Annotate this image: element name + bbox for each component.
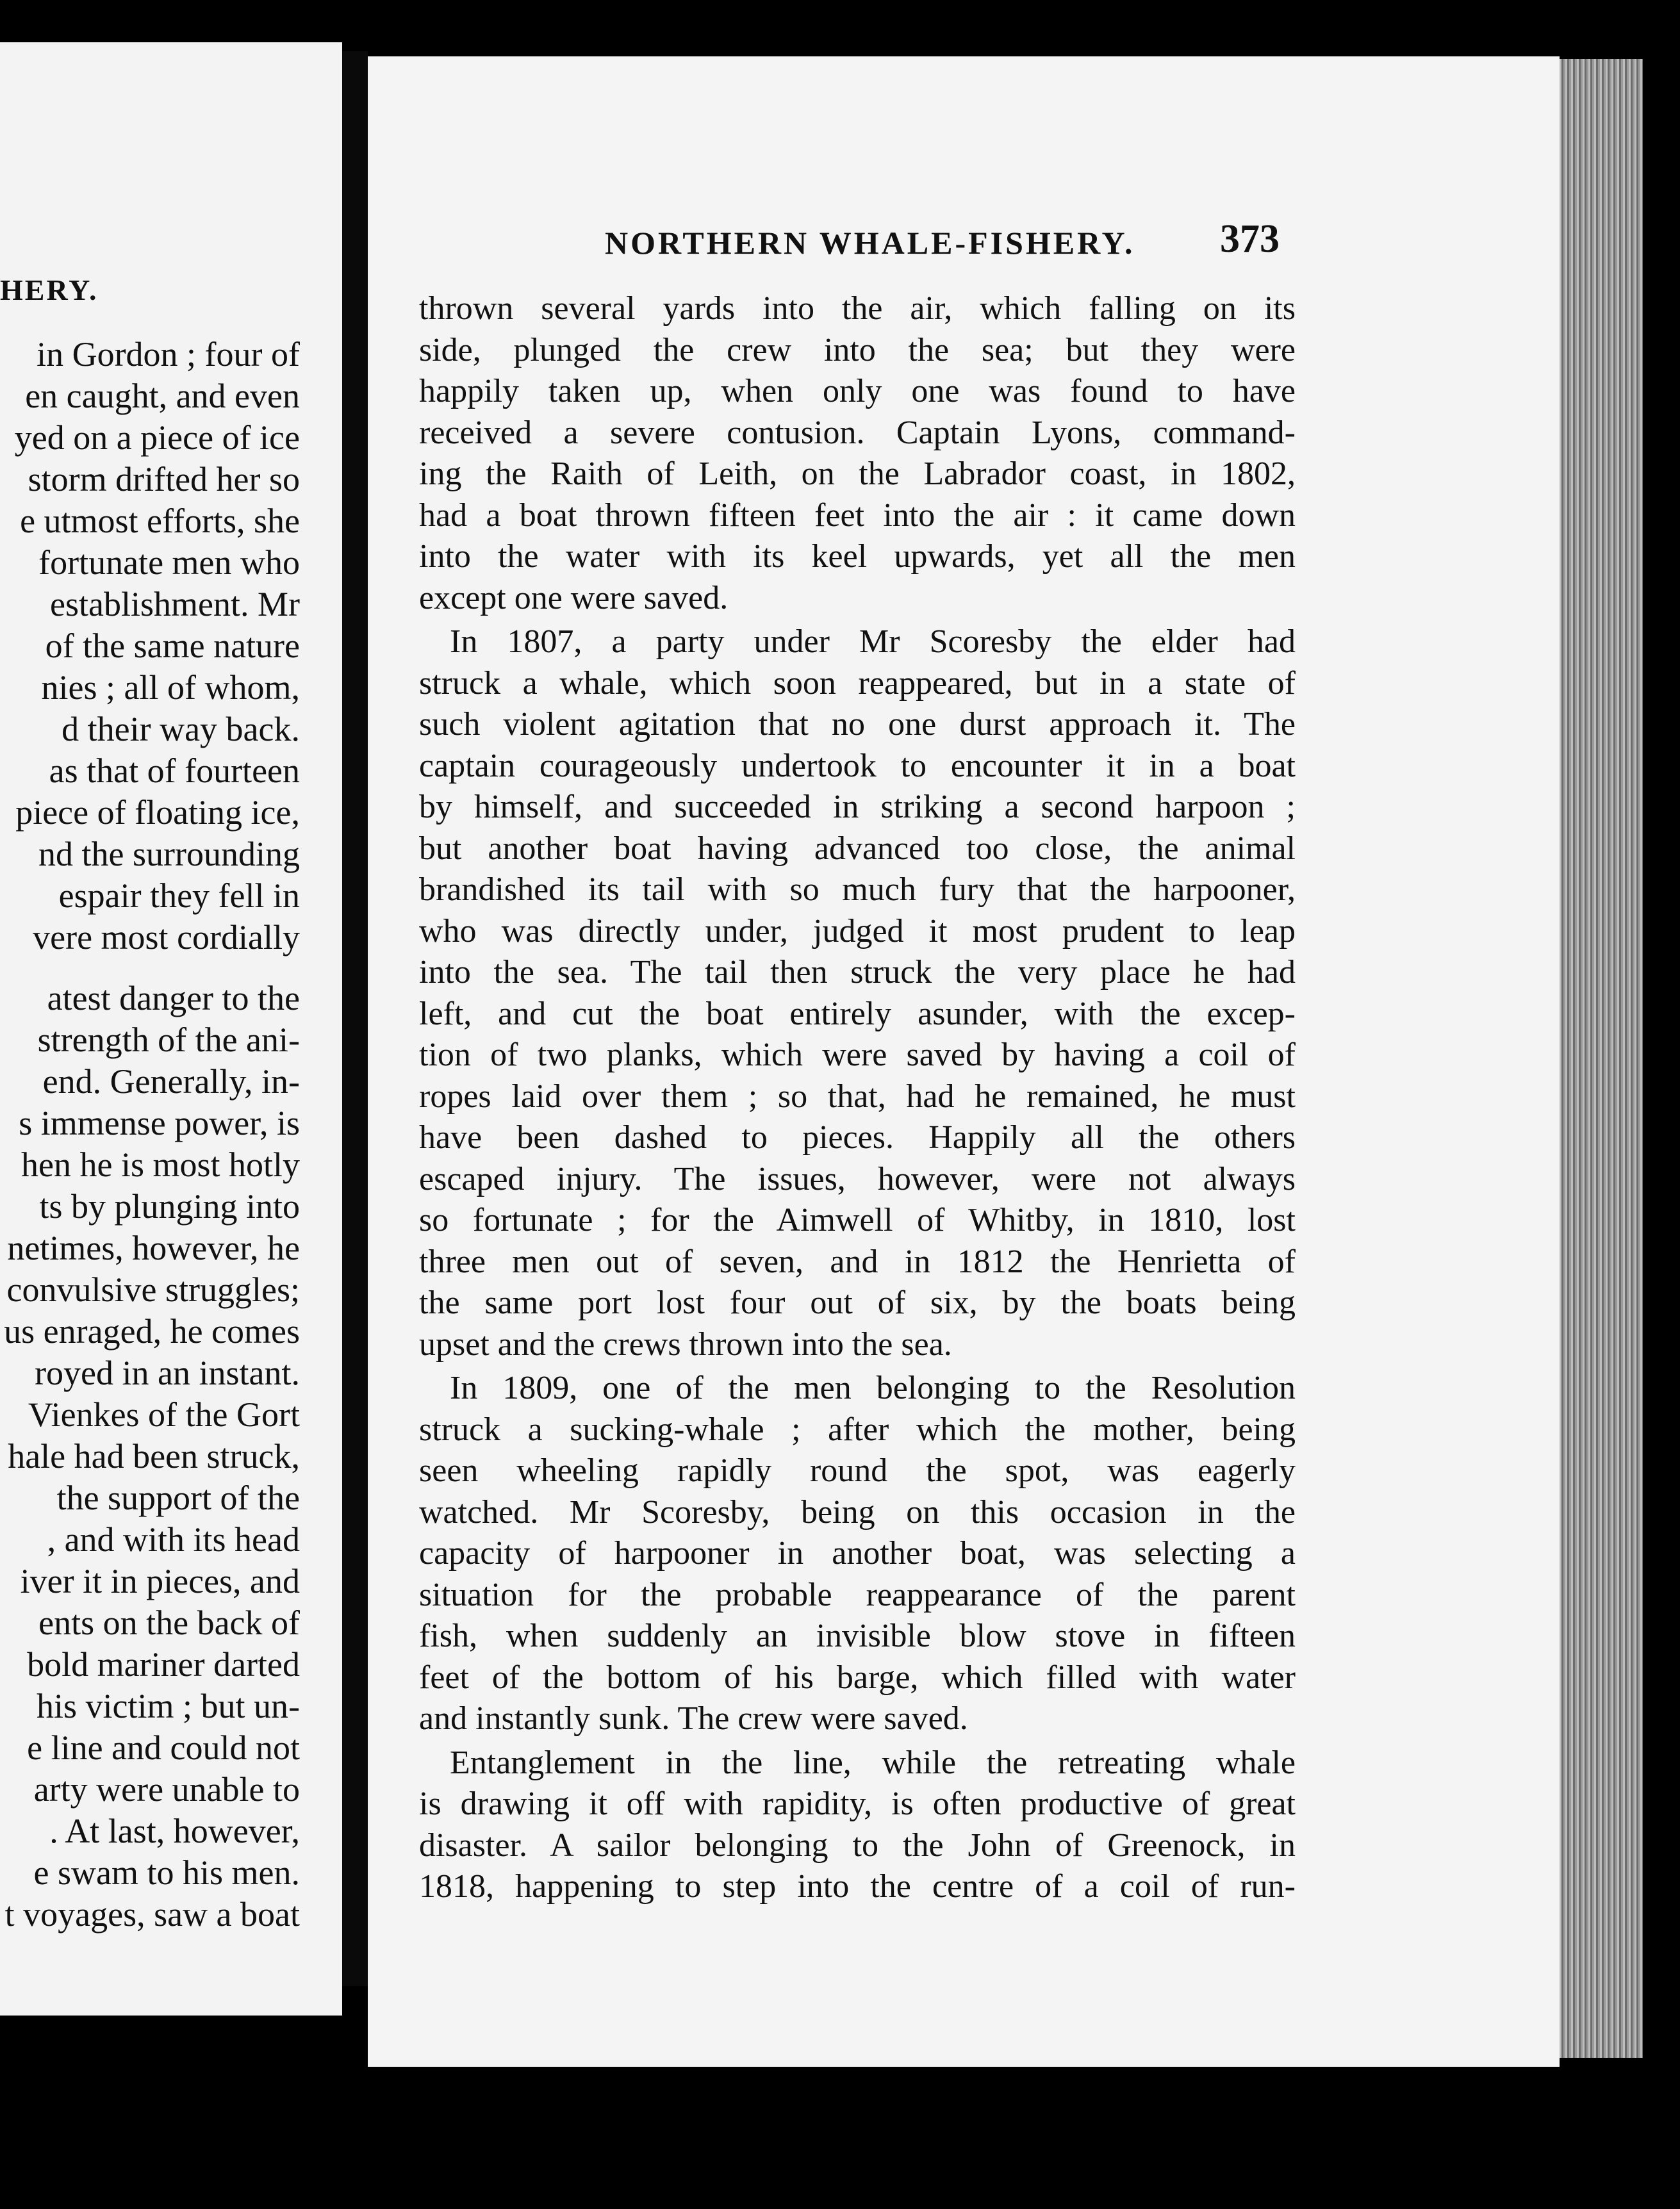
text-line: upset and the crews thrown into the sea. [419, 1326, 952, 1363]
left-running-head: HERY. [0, 274, 99, 306]
left-text-line: s immense power, is [19, 1104, 300, 1142]
left-text-line: end. Generally, in- [42, 1062, 300, 1101]
left-text-line: ents on the back of [38, 1604, 300, 1642]
text-line: three men out of seven, and in 1812 the Henrietta of [419, 1243, 1296, 1280]
left-page-text [0, 334, 300, 1935]
left-text-line: ts by plunging into [39, 1187, 300, 1226]
text-line: situation for the probable reappearance of the parent [419, 1576, 1296, 1613]
left-text-line: nies ; all of whom, [41, 668, 300, 707]
body-text [419, 288, 1296, 1908]
left-text-line: . At last, however, [49, 1812, 300, 1850]
left-text-line: establishment. Mr [50, 585, 300, 623]
left-text-line: netimes, however, he [7, 1229, 300, 1267]
text-line: received a severe contusion. Captain Lyons, command- [419, 414, 1296, 451]
left-text-line: fortunate men who [38, 543, 300, 582]
paragraph [419, 288, 1296, 619]
left-text-line: e swam to his men. [33, 1853, 300, 1892]
left-text-line: d their way back. [62, 710, 300, 748]
left-text-line: hale had been struck, [8, 1437, 300, 1475]
left-text-line: the support of the [56, 1479, 300, 1517]
left-text-line: his victim ; but un- [37, 1687, 300, 1725]
left-text-line: arty were unable to [33, 1770, 300, 1809]
text-line: so fortunate ; for the Aimwell of Whitby, in 1810, lost [419, 1202, 1296, 1238]
left-text-line: royed in an instant. [35, 1354, 300, 1392]
running-head: NORTHERN WHALE-FISHERY. [605, 225, 1135, 261]
text-line: except one were saved. [419, 579, 729, 616]
left-text-line: as that of fourteen [49, 751, 300, 790]
text-line: struck a whale, which soon reappeared, but in a state of [419, 664, 1296, 702]
book-gutter [342, 51, 368, 1986]
text-line: thrown several yards into the air, which falling on its [419, 290, 1296, 327]
text-line: captain courageously undertook to encounter it in a boat [419, 747, 1296, 784]
left-text-line: bold mariner darted [27, 1645, 300, 1684]
text-line: escaped injury. The issues, however, were not always [419, 1160, 1296, 1197]
page-number: 373 [1220, 217, 1280, 261]
left-text-line: e utmost efforts, she [20, 502, 300, 540]
text-line: tion of two planks, which were saved by having a coil of [419, 1037, 1296, 1073]
left-text-line: storm drifted her so [28, 460, 300, 498]
paragraph [419, 621, 1296, 1365]
text-line: such violent agitation that no one durst approach it. The [419, 706, 1296, 743]
text-line: fish, when suddenly an invisible blow stove in fifteen [419, 1618, 1296, 1654]
left-text-line: atest danger to the [47, 979, 300, 1017]
text-line: ropes laid over them ; so that, had he remained, he must [419, 1078, 1296, 1115]
text-line: side, plunged the crew into the sea; but they were [419, 331, 1296, 368]
right-page [368, 56, 1560, 2067]
text-line: who was directly under, judged it most prudent to leap [419, 912, 1296, 949]
text-line: capacity of harpooner in another boat, was selecting a [419, 1535, 1296, 1572]
text-line: seen wheeling rapidly round the spot, was eagerly [419, 1452, 1296, 1489]
text-line: disaster. A sailor belonging to the John of Greenock, in [419, 1827, 1296, 1864]
text-line: feet of the bottom of his barge, which filled with water [419, 1659, 1296, 1696]
text-line: but another boat having advanced too close, the animal [419, 830, 1296, 867]
left-text-line: nd the surrounding [38, 835, 300, 873]
left-text-line: strength of the ani- [37, 1021, 300, 1059]
left-text-line: t voyages, saw a boat [4, 1895, 300, 1934]
text-line: ing the Raith of Leith, on the Labrador coast, in 1802, [419, 456, 1296, 492]
left-page [0, 42, 342, 2016]
text-line: In 1807, a party under Mr Scoresby the elder had [450, 623, 1296, 660]
left-text-line: espair they fell in [58, 876, 300, 915]
text-line: struck a sucking-whale ; after which the mother, being [419, 1411, 1296, 1448]
page-edges [1560, 59, 1643, 2058]
text-line: watched. Mr Scoresby, being on this occasion in the [419, 1493, 1296, 1531]
left-text-line: convulsive struggles; [6, 1270, 300, 1309]
text-line: left, and cut the boat entirely asunder, with the excep- [419, 995, 1296, 1032]
left-text-line: en caught, and even [25, 377, 300, 415]
text-line: happily taken up, when only one was found to have [419, 373, 1296, 409]
left-text-line: piece of floating ice, [15, 793, 300, 832]
left-text-line: Vienkes of the Gort [28, 1395, 300, 1434]
text-line: In 1809, one of the men belonging to the Resolution [450, 1370, 1296, 1406]
text-line: is drawing it off with rapidity, is often productive of great [419, 1786, 1296, 1822]
left-text-line: of the same nature [45, 627, 300, 665]
left-text-line: e line and could not [27, 1729, 300, 1767]
text-line: by himself, and succeeded in striking a second harpoon ; [419, 789, 1296, 825]
text-line: have been dashed to pieces. Happily all the others [419, 1119, 1296, 1156]
text-line: had a boat thrown fifteen feet into the air : it came down [419, 497, 1296, 534]
left-text-line: , and with its head [47, 1520, 300, 1559]
text-line: into the water with its keel upwards, yet all the men [419, 538, 1296, 575]
text-line: and instantly sunk. The crew were saved. [419, 1700, 968, 1737]
text-line: the same port lost four out of six, by the boats being [419, 1285, 1296, 1321]
left-text-line: iver it in pieces, and [20, 1562, 300, 1600]
left-text-line: vere most cordially [33, 918, 300, 957]
text-line: Entanglement in the line, while the retreating whale [450, 1744, 1296, 1781]
paragraph [419, 1368, 1296, 1740]
left-text-line: us enraged, he comes [4, 1312, 300, 1351]
text-line: brandished its tail with so much fury that the harpooner, [419, 871, 1296, 908]
left-text-line: in Gordon ; four of [37, 335, 300, 374]
left-text-line: yed on a piece of ice [14, 418, 300, 457]
paragraph [419, 1743, 1296, 1908]
text-line: into the sea. The tail then struck the very place he had [419, 954, 1296, 990]
left-text-line: hen he is most hotly [21, 1146, 300, 1184]
text-line: 1818, happening to step into the centre of a coil of run- [419, 1868, 1296, 1905]
